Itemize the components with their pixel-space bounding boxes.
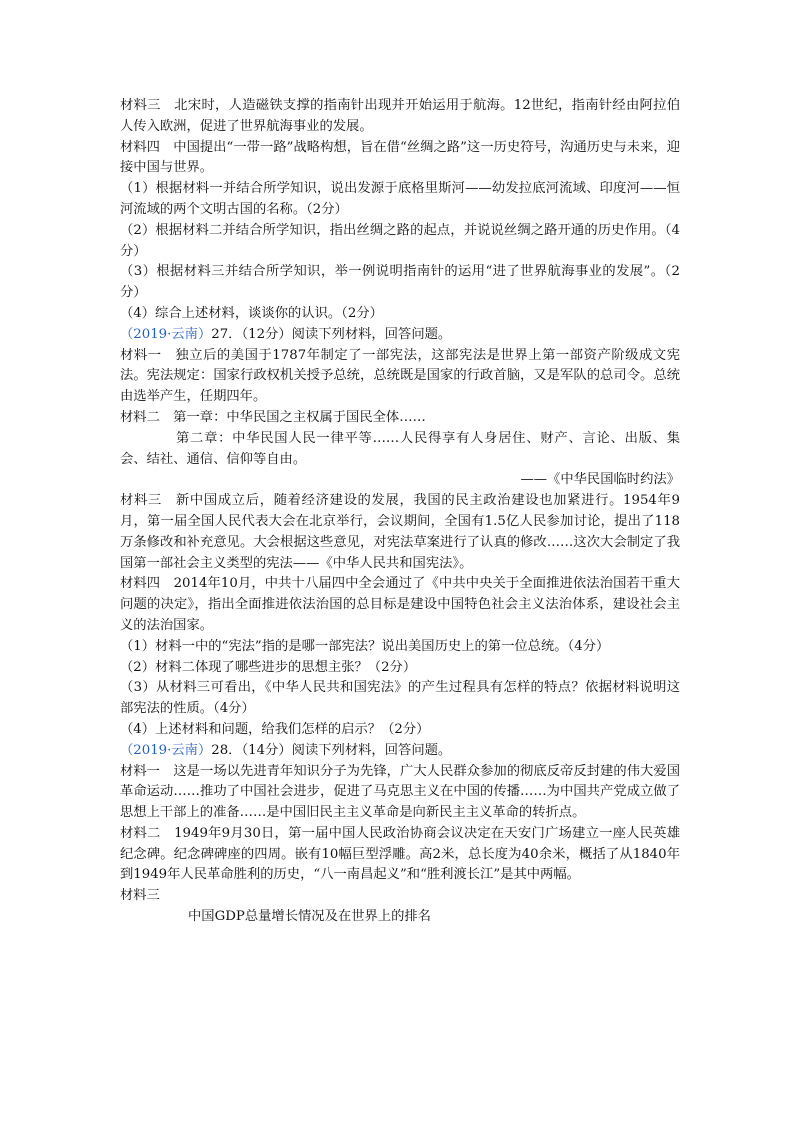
- q27-material-2-line2: 第二章：中华民国人民一律平等……人民得享有人身居住、财产、言论、出版、集会、结社、通信、信仰等自由。: [120, 430, 680, 467]
- q27-material-1: 材料一 独立后的美国于1787年制定了一部宪法，这部宪法是世界上第一部资产阶级成文宪法。宪法规定：国家行政权机关授予总统，总统既是国家的行政首脑，又是军队的总司令。总统由选举产生，任期四年。: [120, 347, 680, 405]
- q27-question-4: （4）上述材料和问题，给我们怎样的启示？（2分）: [120, 721, 430, 737]
- question-1: （1）根据材料一并结合所学知识，说出发源于底格里斯河——幼发拉底河流域、印度河——恒河流域的两个文明古国的名称。（2分）: [120, 181, 680, 217]
- q27-question-2: （2）材料二体现了哪些进步的思想主张？（2分）: [120, 659, 417, 675]
- q28-material-1: 材料一 这是一场以先进青年知识分子为先锋，广大人民群众参加的彻底反帝反封建的伟大爱国革命运动……推功了中国社会进步，促进了马克思主义在中国的传播……为中国共产党成立做了思想上干部上的准备……是中国旧民主主义革命是向新民主主义革命的转折点。: [120, 763, 680, 821]
- q28-header: [120, 741, 680, 762]
- q27-material-2-source: ——《中华民国临时约法》: [520, 472, 680, 488]
- question-4: （4）综合上述材料，谈谈你的认识。（2分）: [120, 305, 383, 321]
- q28-material-2: 材料二 1949年9月30日，第一届中国人民政治协商会议决定在天安门广场建立一座人民英雄纪念碑。纪念碑碑座的四周。嵌有10幅巨型浮雕。高2米，总长度为40余米，概括了从1840年到1949年人民革命胜利的历史，“八一南昌起义”和“胜利渡长江”是其中两幅。: [120, 825, 680, 883]
- q27-material-2-line1: 材料二 第一章：中华民国之主权属于国民全体……: [120, 409, 426, 425]
- q27-source-tag: （2019·云南）: [120, 326, 212, 342]
- q27-header: [120, 325, 680, 346]
- q27-question-1: （1）材料一中的“宪法”指的是哪一部宪法？说出美国历史上的第一位总统。（4分）: [120, 638, 610, 654]
- q27-question-3: （3）从材料三可看出，《中华人民共和国宪法》的产生过程具有怎样的特点？依据材料说明这部宪法的性质。（4分）: [120, 680, 680, 717]
- material-4-paragraph: 材料四 中国提出“一带一路”战略构想，旨在借“丝绸之路”这一历史符号，沟通历史与未来，迎接中国与世界。: [120, 139, 680, 176]
- q28-title: 28．（14分）阅读下列材料，回答问题。: [211, 742, 452, 758]
- material-3-paragraph: 材料三 北宋时，人造磁铁支撑的指南针出现并开始运用于航海。12世纪，指南针经由阿拉伯人传入欧洲，促进了世界航海事业的发展。: [120, 98, 680, 134]
- q28-source-tag: （2019·云南）: [120, 742, 212, 758]
- q27-material-4: 材料四 2014年10月，中共十八届四中全会通过了《中共中央关于全面推进依法治国若干重大问题的决定》，指出全面推进依法治国的总目标是建设中国特色社会主义法治体系，建设社会主义的法治国家。: [120, 576, 680, 633]
- q27-title: 27．（12分）阅读下列材料，回答问题。: [211, 326, 452, 342]
- chart-caption: 中国GDP总量增长情况及在世界上的排名: [188, 909, 431, 925]
- q27-material-3: 材料三 新中国成立后，随着经济建设的发展，我国的民主政治建设也加紧进行。1954年9月，第一届全国人民代表大会在北京举行，会议期间，全国有1.5亿人民参加讨论，提出了118万条修改和补充意见。大会根据这些意见，对宪法草案进行了认真的修改……这次大会制定了我国第一部社会主义类型的宪法——《中华人民共和国宪法》。: [120, 493, 680, 571]
- question-2: （2）根据材料二并结合所学知识，指出丝绸之路的起点，并说说丝绸之路开通的历史作用。（4分）: [120, 222, 680, 259]
- question-3: （3）根据材料三并结合所学知识，举一例说明指南针的运用“进了世界航海事业的发展”。（2分）: [120, 264, 680, 301]
- document-page: [120, 96, 680, 928]
- q28-material-3-label: 材料三: [120, 888, 160, 904]
